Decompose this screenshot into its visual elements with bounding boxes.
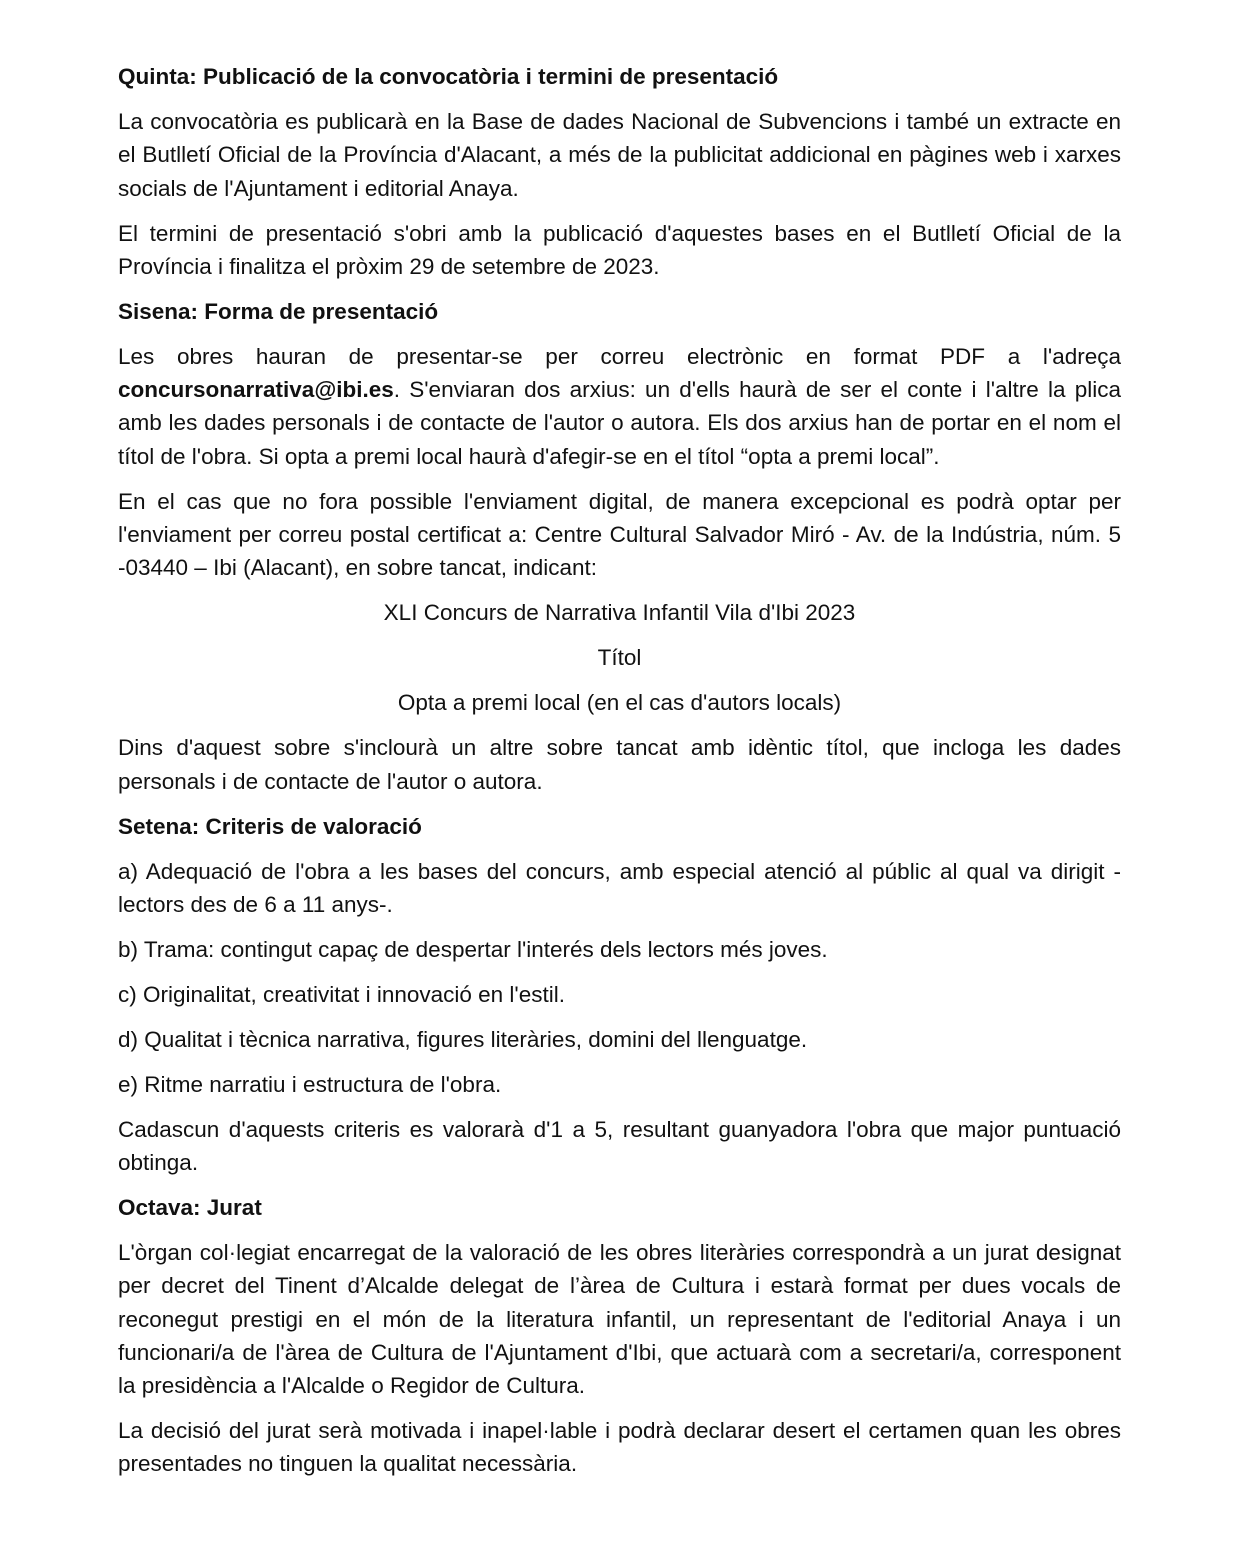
paragraph-email-submission xyxy=(118,340,1121,473)
paragraph-postal-submission: En el cas que no fora possible l'enviament digital, de manera excepcional es podrà optar per l'enviament per correu postal certificat a: Centre Cultural Salvador Miró - Av. de la Indústria, núm. 5 -03440 – Ibi (Alacant), en sobre tancat, indicant: xyxy=(118,488,1121,581)
paragraph-publication: La convocatòria es publicarà en la Base de dades Nacional de Subvencions i també un extracte en el Butlletí Oficial de la Província d'Alacant, a més de la publicitat addicional en pàgines web i xarxes socials de l'Ajuntament i editorial Anaya. xyxy=(118,108,1121,201)
paragraph-jury-composition: L'òrgan col·legiat encarregat de la valoració de les obres literàries correspondrà a un jurat designat per decret del Tinent d’Alcalde delegat de l’àrea de Cultura i estarà format per dues vocals de reconegut prestigi en el món de la literatura infantil, un representant de l'editorial Anaya i un funcionari/a de l'àrea de Cultura de l'Ajuntament d'Ibi, que actuarà com a secretari/a, corresponent la presidència a l'Alcalde o Regidor de Cultura. xyxy=(118,1239,1121,1399)
text-after-email: . S'enviaran dos arxius: un d'ells haurà de ser el conte i l'altre la plica amb les dades personals i de contacte de l'autor o autora. Els dos arxius han de portar en el nom el títol de l'obra. Si opta a premi local haurà d'afegir-se en el títol “opta a premi local”. xyxy=(118,377,1121,469)
criterion-d: d) Qualitat i tècnica narrativa, figures literàries, domini del llenguatge. xyxy=(118,1026,808,1052)
criterion-a: a) Adequació de l'obra a les bases del concurs, amb especial atenció al públic al qual va dirigit -lectors des de 6 a 11 anys-. xyxy=(118,858,1121,917)
paragraph-scoring: Cadascun d'aquests criteris es valorarà d'1 a 5, resultant guanyadora l'obra que major puntuació obtinga. xyxy=(118,1116,1121,1176)
envelope-line-local-prize: Opta a premi local (en el cas d'autors locals) xyxy=(397,690,842,716)
criterion-e: e) Ritme narratiu i estructura de l'obra. xyxy=(118,1071,502,1097)
criterion-b: b) Trama: contingut capaç de despertar l'interés dels lectors més joves. xyxy=(118,936,828,962)
envelope-line-title: Títol xyxy=(597,645,642,671)
section-heading-sisena: Sisena: Forma de presentació xyxy=(118,298,439,324)
document-page xyxy=(118,60,1121,1492)
email-address: concursonarrativa@ibi.es xyxy=(118,377,394,403)
paragraph-inner-envelope: Dins d'aquest sobre s'inclourà un altre sobre tancat amb idèntic títol, que incloga les dades personals i de contacte de l'autor o autora. xyxy=(118,735,1121,794)
envelope-line-contest: XLI Concurs de Narrativa Infantil Vila d'Ibi 2023 xyxy=(383,600,856,626)
paragraph-deadline: El termini de presentació s'obri amb la publicació d'aquestes bases en el Butlletí Oficial de la Província i finalitza el pròxim 29 de setembre de 2023. xyxy=(118,220,1121,279)
section-heading-quinta: Quinta: Publicació de la convocatòria i termini de presentació xyxy=(118,64,779,89)
criterion-c: c) Originalitat, creativitat i innovació en l'estil. xyxy=(118,981,565,1007)
paragraph-jury-decision: La decisió del jurat serà motivada i inapel·lable i podrà declarar desert el certamen quan les obres presentades no tinguen la qualitat necessària. xyxy=(118,1418,1121,1477)
section-heading-setena: Setena: Criteris de valoració xyxy=(118,813,422,839)
text-before-email: Les obres hauran de presentar-se per correu electrònic en format PDF a l'adreça xyxy=(118,343,1121,369)
section-heading-octava: Octava: Jurat xyxy=(118,1195,262,1220)
